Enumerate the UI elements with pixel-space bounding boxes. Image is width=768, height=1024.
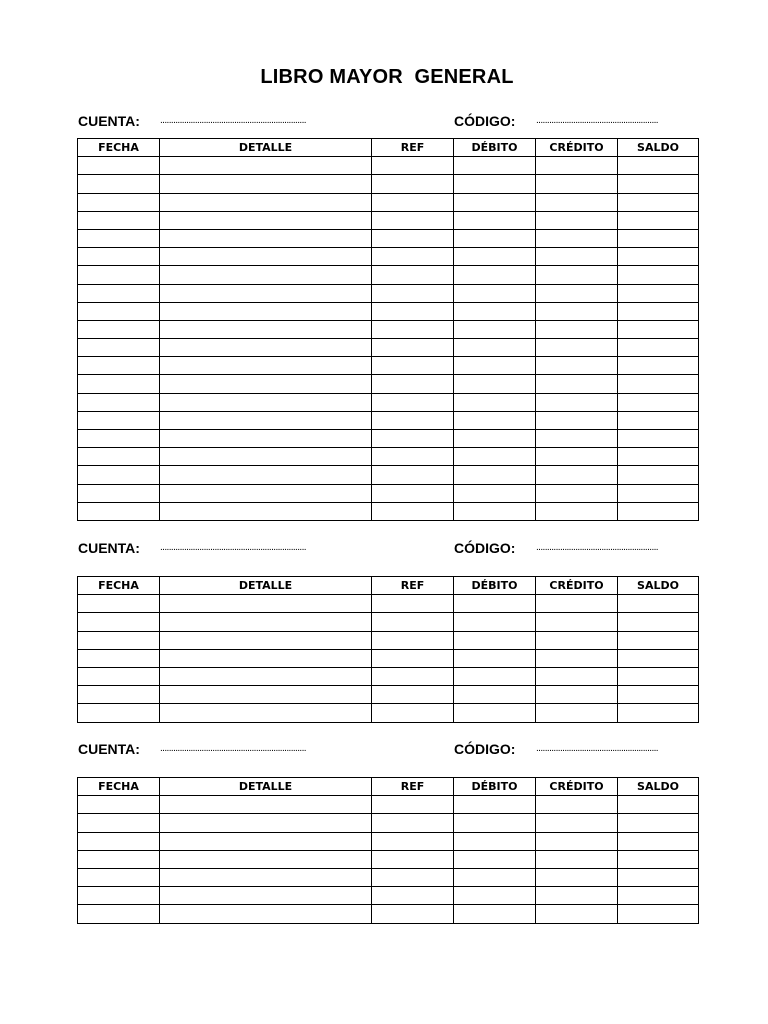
cell-credito[interactable] xyxy=(536,448,618,466)
cell-credito[interactable] xyxy=(536,411,618,429)
cell-debito[interactable] xyxy=(454,649,536,667)
table-row xyxy=(78,887,699,905)
cell-ref[interactable] xyxy=(372,868,454,886)
cell-detalle[interactable] xyxy=(160,357,372,375)
cell-fecha[interactable] xyxy=(78,796,160,814)
cell-saldo[interactable] xyxy=(618,796,699,814)
table-body xyxy=(78,796,699,923)
cell-ref[interactable] xyxy=(372,613,454,631)
cell-saldo[interactable] xyxy=(618,320,699,338)
cell-detalle[interactable] xyxy=(160,157,372,175)
cell-debito[interactable] xyxy=(454,175,536,193)
cell-detalle[interactable] xyxy=(160,905,372,923)
table-row xyxy=(78,631,699,649)
table-row xyxy=(78,868,699,886)
cell-fecha[interactable] xyxy=(78,266,160,284)
cell-ref[interactable] xyxy=(372,375,454,393)
column-header-detalle: DETALLE xyxy=(160,778,372,796)
cell-credito[interactable] xyxy=(536,466,618,484)
table-header-row xyxy=(78,139,699,157)
cell-detalle[interactable] xyxy=(160,484,372,502)
table-row xyxy=(78,466,699,484)
cell-debito[interactable] xyxy=(454,266,536,284)
cell-debito[interactable] xyxy=(454,430,536,448)
cell-credito[interactable] xyxy=(536,302,618,320)
cell-detalle[interactable] xyxy=(160,686,372,704)
column-header-debito: DÉBITO xyxy=(454,577,536,595)
cell-credito[interactable] xyxy=(536,339,618,357)
cell-credito[interactable] xyxy=(536,157,618,175)
codigo-blank-line[interactable]: ........................................................ xyxy=(536,743,658,754)
cell-detalle[interactable] xyxy=(160,411,372,429)
ledger-table-1 xyxy=(77,138,699,521)
table-row xyxy=(78,302,699,320)
table-row xyxy=(78,175,699,193)
table-row xyxy=(78,814,699,832)
codigo-blank-line[interactable]: ........................................................ xyxy=(536,542,658,553)
cell-ref[interactable] xyxy=(372,411,454,429)
cell-saldo[interactable] xyxy=(618,339,699,357)
table-row xyxy=(78,905,699,923)
cell-fecha[interactable] xyxy=(78,832,160,850)
cell-ref[interactable] xyxy=(372,832,454,850)
cell-detalle[interactable] xyxy=(160,796,372,814)
table-row xyxy=(78,320,699,338)
cell-ref[interactable] xyxy=(372,193,454,211)
cell-fecha[interactable] xyxy=(78,229,160,247)
cell-saldo[interactable] xyxy=(618,157,699,175)
cell-credito[interactable] xyxy=(536,430,618,448)
cell-saldo[interactable] xyxy=(618,832,699,850)
cell-detalle[interactable] xyxy=(160,466,372,484)
cell-credito[interactable] xyxy=(536,796,618,814)
cell-ref[interactable] xyxy=(372,905,454,923)
cell-debito[interactable] xyxy=(454,613,536,631)
table-row xyxy=(78,284,699,302)
column-header-credito: CRÉDITO xyxy=(536,778,618,796)
table-row xyxy=(78,393,699,411)
cell-credito[interactable] xyxy=(536,320,618,338)
cell-saldo[interactable] xyxy=(618,430,699,448)
cell-fecha[interactable] xyxy=(78,887,160,905)
cell-debito[interactable] xyxy=(454,211,536,229)
cell-debito[interactable] xyxy=(454,704,536,722)
cell-credito[interactable] xyxy=(536,393,618,411)
cell-fecha[interactable] xyxy=(78,393,160,411)
table-row xyxy=(78,649,699,667)
cell-detalle[interactable] xyxy=(160,393,372,411)
cell-debito[interactable] xyxy=(454,502,536,520)
table-row xyxy=(78,796,699,814)
cell-saldo[interactable] xyxy=(618,686,699,704)
column-header-debito: DÉBITO xyxy=(454,778,536,796)
table-header-row xyxy=(78,778,699,796)
cell-fecha[interactable] xyxy=(78,905,160,923)
cell-ref[interactable] xyxy=(372,466,454,484)
cell-saldo[interactable] xyxy=(618,704,699,722)
cell-fecha[interactable] xyxy=(78,667,160,685)
cell-saldo[interactable] xyxy=(618,175,699,193)
cell-credito[interactable] xyxy=(536,704,618,722)
cell-ref[interactable] xyxy=(372,887,454,905)
column-header-fecha: FECHA xyxy=(78,778,160,796)
cell-debito[interactable] xyxy=(454,248,536,266)
cuenta-blank-line[interactable]: ................................................................... xyxy=(160,115,306,126)
cell-detalle[interactable] xyxy=(160,430,372,448)
cell-detalle[interactable] xyxy=(160,302,372,320)
cell-credito[interactable] xyxy=(536,193,618,211)
cell-detalle[interactable] xyxy=(160,175,372,193)
cell-saldo[interactable] xyxy=(618,411,699,429)
cell-debito[interactable] xyxy=(454,375,536,393)
account-fields-1 xyxy=(78,112,698,132)
cell-saldo[interactable] xyxy=(618,905,699,923)
cell-debito[interactable] xyxy=(454,157,536,175)
cell-fecha[interactable] xyxy=(78,357,160,375)
cell-ref[interactable] xyxy=(372,175,454,193)
codigo-label: CÓDIGO: xyxy=(454,540,516,556)
cell-detalle[interactable] xyxy=(160,448,372,466)
cuenta-label: CUENTA: xyxy=(78,540,140,556)
cell-credito[interactable] xyxy=(536,667,618,685)
cuenta-label: CUENTA: xyxy=(78,113,140,129)
cell-saldo[interactable] xyxy=(618,248,699,266)
cell-ref[interactable] xyxy=(372,157,454,175)
cell-credito[interactable] xyxy=(536,631,618,649)
cell-saldo[interactable] xyxy=(618,448,699,466)
cell-debito[interactable] xyxy=(454,357,536,375)
codigo-label: CÓDIGO: xyxy=(454,741,516,757)
cell-debito[interactable] xyxy=(454,686,536,704)
cell-debito[interactable] xyxy=(454,832,536,850)
cell-debito[interactable] xyxy=(454,339,536,357)
cell-credito[interactable] xyxy=(536,887,618,905)
cell-credito[interactable] xyxy=(536,248,618,266)
cell-detalle[interactable] xyxy=(160,211,372,229)
cell-saldo[interactable] xyxy=(618,850,699,868)
table-row xyxy=(78,595,699,613)
cell-saldo[interactable] xyxy=(618,649,699,667)
cell-credito[interactable] xyxy=(536,814,618,832)
column-header-saldo: SALDO xyxy=(618,139,699,157)
table-row xyxy=(78,339,699,357)
ledger-table-3 xyxy=(77,777,699,924)
cell-debito[interactable] xyxy=(454,229,536,247)
cell-fecha[interactable] xyxy=(78,375,160,393)
table-row xyxy=(78,229,699,247)
cuenta-blank-line[interactable]: ................................................................... xyxy=(160,743,306,754)
cell-detalle[interactable] xyxy=(160,502,372,520)
cell-ref[interactable] xyxy=(372,320,454,338)
table-row xyxy=(78,613,699,631)
cell-detalle[interactable] xyxy=(160,320,372,338)
cell-debito[interactable] xyxy=(454,667,536,685)
table-row xyxy=(78,157,699,175)
cell-ref[interactable] xyxy=(372,430,454,448)
cell-detalle[interactable] xyxy=(160,850,372,868)
table-row xyxy=(78,704,699,722)
cell-ref[interactable] xyxy=(372,211,454,229)
cell-debito[interactable] xyxy=(454,302,536,320)
cell-fecha[interactable] xyxy=(78,157,160,175)
cell-ref[interactable] xyxy=(372,357,454,375)
cell-ref[interactable] xyxy=(372,814,454,832)
table-row xyxy=(78,248,699,266)
cell-ref[interactable] xyxy=(372,266,454,284)
cell-fecha[interactable] xyxy=(78,466,160,484)
table-body xyxy=(78,595,699,722)
cell-debito[interactable] xyxy=(454,320,536,338)
table-row xyxy=(78,502,699,520)
cell-detalle[interactable] xyxy=(160,814,372,832)
cell-fecha[interactable] xyxy=(78,248,160,266)
cell-saldo[interactable] xyxy=(618,466,699,484)
cell-ref[interactable] xyxy=(372,448,454,466)
table-row xyxy=(78,211,699,229)
table-row xyxy=(78,193,699,211)
cell-saldo[interactable] xyxy=(618,229,699,247)
cell-credito[interactable] xyxy=(536,484,618,502)
cell-detalle[interactable] xyxy=(160,613,372,631)
cell-fecha[interactable] xyxy=(78,430,160,448)
column-header-credito: CRÉDITO xyxy=(536,139,618,157)
cell-saldo[interactable] xyxy=(618,211,699,229)
cell-detalle[interactable] xyxy=(160,375,372,393)
cell-detalle[interactable] xyxy=(160,868,372,886)
cell-fecha[interactable] xyxy=(78,211,160,229)
cell-credito[interactable] xyxy=(536,375,618,393)
cell-credito[interactable] xyxy=(536,266,618,284)
cell-credito[interactable] xyxy=(536,502,618,520)
cell-saldo[interactable] xyxy=(618,595,699,613)
account-fields-2 xyxy=(78,539,698,559)
cuenta-blank-line[interactable]: ................................................................... xyxy=(160,542,306,553)
table-row xyxy=(78,375,699,393)
ledger-table-2 xyxy=(77,576,699,723)
cell-saldo[interactable] xyxy=(618,193,699,211)
cell-debito[interactable] xyxy=(454,868,536,886)
cell-credito[interactable] xyxy=(536,229,618,247)
column-header-ref: REF xyxy=(372,577,454,595)
cell-detalle[interactable] xyxy=(160,667,372,685)
table-row xyxy=(78,430,699,448)
cell-debito[interactable] xyxy=(454,284,536,302)
codigo-blank-line[interactable]: ........................................................ xyxy=(536,115,658,126)
account-fields-3 xyxy=(78,740,698,760)
cell-fecha[interactable] xyxy=(78,448,160,466)
cell-detalle[interactable] xyxy=(160,339,372,357)
cell-fecha[interactable] xyxy=(78,814,160,832)
cell-fecha[interactable] xyxy=(78,686,160,704)
cell-fecha[interactable] xyxy=(78,175,160,193)
table-row xyxy=(78,357,699,375)
cell-ref[interactable] xyxy=(372,704,454,722)
cell-fecha[interactable] xyxy=(78,850,160,868)
column-header-detalle: DETALLE xyxy=(160,577,372,595)
cell-saldo[interactable] xyxy=(618,302,699,320)
cell-credito[interactable] xyxy=(536,357,618,375)
cell-saldo[interactable] xyxy=(618,393,699,411)
cell-ref[interactable] xyxy=(372,796,454,814)
cell-ref[interactable] xyxy=(372,595,454,613)
cell-detalle[interactable] xyxy=(160,704,372,722)
cell-credito[interactable] xyxy=(536,211,618,229)
cell-credito[interactable] xyxy=(536,649,618,667)
column-header-fecha: FECHA xyxy=(78,577,160,595)
cell-debito[interactable] xyxy=(454,193,536,211)
table-row xyxy=(78,667,699,685)
cell-fecha[interactable] xyxy=(78,411,160,429)
column-header-saldo: SALDO xyxy=(618,778,699,796)
cell-saldo[interactable] xyxy=(618,868,699,886)
cell-fecha[interactable] xyxy=(78,193,160,211)
cell-detalle[interactable] xyxy=(160,631,372,649)
cell-detalle[interactable] xyxy=(160,266,372,284)
cell-credito[interactable] xyxy=(536,850,618,868)
cell-debito[interactable] xyxy=(454,484,536,502)
cell-credito[interactable] xyxy=(536,832,618,850)
cell-detalle[interactable] xyxy=(160,887,372,905)
cell-ref[interactable] xyxy=(372,502,454,520)
cell-detalle[interactable] xyxy=(160,832,372,850)
column-header-ref: REF xyxy=(372,778,454,796)
cell-credito[interactable] xyxy=(536,613,618,631)
cell-fecha[interactable] xyxy=(78,320,160,338)
cell-credito[interactable] xyxy=(536,905,618,923)
cell-debito[interactable] xyxy=(454,595,536,613)
cell-ref[interactable] xyxy=(372,484,454,502)
codigo-label: CÓDIGO: xyxy=(454,113,516,129)
cell-debito[interactable] xyxy=(454,887,536,905)
table-row xyxy=(78,484,699,502)
cell-fecha[interactable] xyxy=(78,302,160,320)
cell-saldo[interactable] xyxy=(618,631,699,649)
cell-debito[interactable] xyxy=(454,448,536,466)
cell-saldo[interactable] xyxy=(618,284,699,302)
cell-ref[interactable] xyxy=(372,284,454,302)
column-header-ref: REF xyxy=(372,139,454,157)
cell-detalle[interactable] xyxy=(160,229,372,247)
cell-fecha[interactable] xyxy=(78,613,160,631)
cell-debito[interactable] xyxy=(454,631,536,649)
cell-credito[interactable] xyxy=(536,175,618,193)
cell-detalle[interactable] xyxy=(160,284,372,302)
cell-ref[interactable] xyxy=(372,229,454,247)
cell-debito[interactable] xyxy=(454,796,536,814)
cell-fecha[interactable] xyxy=(78,631,160,649)
cell-credito[interactable] xyxy=(536,284,618,302)
cell-saldo[interactable] xyxy=(618,502,699,520)
cell-credito[interactable] xyxy=(536,868,618,886)
column-header-debito: DÉBITO xyxy=(454,139,536,157)
cell-detalle[interactable] xyxy=(160,193,372,211)
cell-ref[interactable] xyxy=(372,649,454,667)
cell-fecha[interactable] xyxy=(78,484,160,502)
cell-fecha[interactable] xyxy=(78,595,160,613)
cell-debito[interactable] xyxy=(454,393,536,411)
cell-ref[interactable] xyxy=(372,248,454,266)
table-row xyxy=(78,850,699,868)
cell-fecha[interactable] xyxy=(78,649,160,667)
cell-credito[interactable] xyxy=(536,686,618,704)
cell-saldo[interactable] xyxy=(618,484,699,502)
cell-ref[interactable] xyxy=(372,393,454,411)
table-body xyxy=(78,157,699,521)
cell-saldo[interactable] xyxy=(618,266,699,284)
column-header-credito: CRÉDITO xyxy=(536,577,618,595)
cell-saldo[interactable] xyxy=(618,375,699,393)
table-row xyxy=(78,266,699,284)
table-row xyxy=(78,686,699,704)
cell-saldo[interactable] xyxy=(618,887,699,905)
cell-debito[interactable] xyxy=(454,411,536,429)
cell-ref[interactable] xyxy=(372,686,454,704)
cell-fecha[interactable] xyxy=(78,284,160,302)
table-row xyxy=(78,411,699,429)
cell-fecha[interactable] xyxy=(78,704,160,722)
table-row xyxy=(78,832,699,850)
cell-saldo[interactable] xyxy=(618,667,699,685)
table-header-row xyxy=(78,577,699,595)
cell-ref[interactable] xyxy=(372,302,454,320)
cell-ref[interactable] xyxy=(372,850,454,868)
cuenta-label: CUENTA: xyxy=(78,741,140,757)
cell-debito[interactable] xyxy=(454,466,536,484)
table-row xyxy=(78,448,699,466)
cell-debito[interactable] xyxy=(454,814,536,832)
cell-ref[interactable] xyxy=(372,667,454,685)
column-header-detalle: DETALLE xyxy=(160,139,372,157)
cell-ref[interactable] xyxy=(372,631,454,649)
cell-detalle[interactable] xyxy=(160,595,372,613)
cell-debito[interactable] xyxy=(454,905,536,923)
cell-credito[interactable] xyxy=(536,595,618,613)
cell-fecha[interactable] xyxy=(78,868,160,886)
cell-ref[interactable] xyxy=(372,339,454,357)
page-title: LIBRO MAYOR GENERAL xyxy=(260,66,514,88)
cell-saldo[interactable] xyxy=(618,613,699,631)
cell-fecha[interactable] xyxy=(78,339,160,357)
column-header-saldo: SALDO xyxy=(618,577,699,595)
cell-saldo[interactable] xyxy=(618,814,699,832)
cell-fecha[interactable] xyxy=(78,502,160,520)
cell-saldo[interactable] xyxy=(618,357,699,375)
cell-detalle[interactable] xyxy=(160,248,372,266)
cell-detalle[interactable] xyxy=(160,649,372,667)
column-header-fecha: FECHA xyxy=(78,139,160,157)
cell-debito[interactable] xyxy=(454,850,536,868)
